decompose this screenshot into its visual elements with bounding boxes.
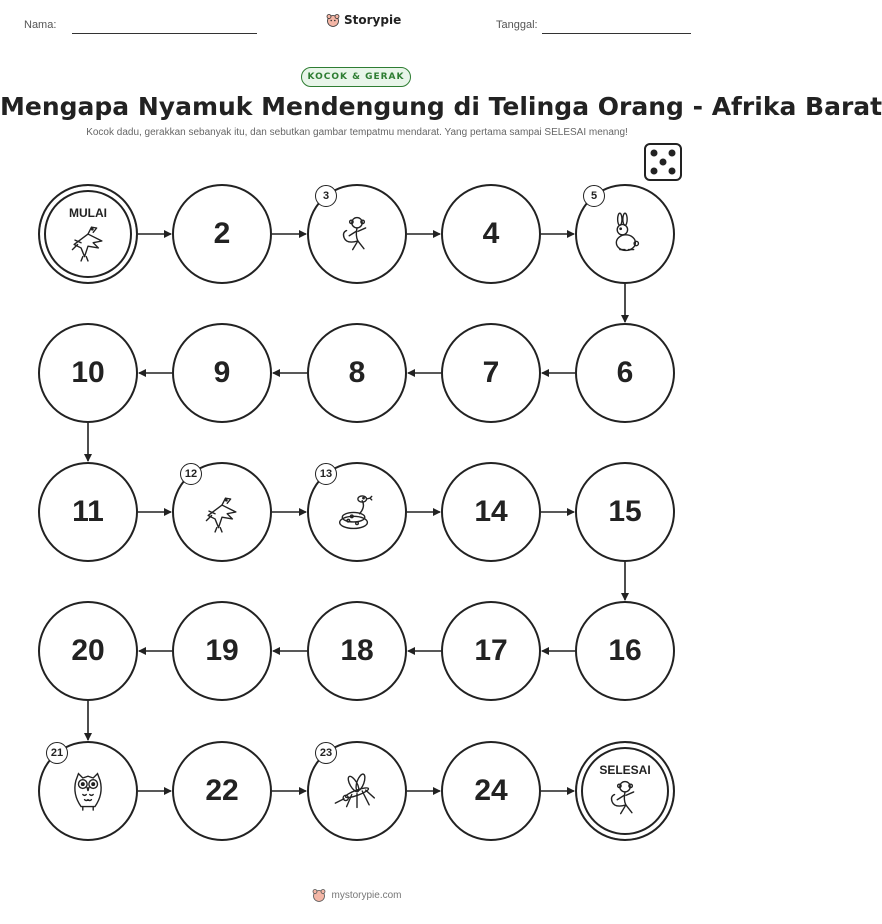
space-number: 15 — [608, 495, 642, 528]
board-space-8[interactable] — [307, 323, 407, 423]
space-number: 17 — [474, 634, 508, 667]
board-space-6[interactable] — [575, 323, 675, 423]
space-number: 16 — [608, 634, 642, 667]
space-number: 6 — [616, 356, 634, 389]
space-number: 4 — [482, 217, 500, 250]
space-number-badge: 21 — [46, 742, 68, 764]
board-space-24[interactable] — [441, 741, 541, 841]
board-space-14[interactable] — [441, 462, 541, 562]
space-number: 18 — [340, 634, 374, 667]
board-space-21[interactable] — [38, 741, 138, 841]
space-number: 2 — [213, 217, 231, 250]
brand-name: Storypie — [344, 13, 402, 27]
finish-label: SELESAI — [599, 763, 651, 777]
finish-space[interactable] — [575, 741, 675, 841]
board-space-7[interactable] — [441, 323, 541, 423]
space-number: 11 — [72, 495, 104, 528]
eagle-icon — [62, 215, 114, 267]
board-space-10[interactable] — [38, 323, 138, 423]
board-space-15[interactable] — [575, 462, 675, 562]
space-number: 14 — [474, 495, 508, 528]
start-label: MULAI — [69, 206, 107, 220]
space-number: 19 — [205, 634, 239, 667]
eagle-icon — [196, 486, 248, 538]
space-number: 9 — [213, 356, 231, 389]
board-space-2[interactable] — [172, 184, 272, 284]
footer — [0, 888, 714, 902]
space-number-badge: 12 — [180, 463, 202, 485]
space-number: 22 — [205, 774, 239, 807]
storypie-footer-icon — [312, 888, 326, 902]
space-number: 7 — [482, 356, 500, 389]
rabbit-icon — [599, 208, 651, 260]
board-space-18[interactable] — [307, 601, 407, 701]
owl-icon — [62, 765, 114, 817]
monkey-icon — [599, 772, 651, 824]
board-space-9[interactable] — [172, 323, 272, 423]
instructions: Kocok dadu, gerakkan sebanyak itu, dan sebutkan gambar tempatmu mendarat. Yang pertama sampai SELESAI menang! — [86, 127, 628, 138]
name-label: Nama: — [24, 19, 57, 31]
board-space-17[interactable] — [441, 601, 541, 701]
space-number: 8 — [348, 356, 366, 389]
board-space-12[interactable] — [172, 462, 272, 562]
board-space-22[interactable] — [172, 741, 272, 841]
board-space-11[interactable] — [38, 462, 138, 562]
board-space-4[interactable] — [441, 184, 541, 284]
monkey-icon — [331, 208, 383, 260]
space-number: 20 — [71, 634, 105, 667]
board-space-5[interactable] — [575, 184, 675, 284]
space-number: 10 — [71, 356, 105, 389]
space-number-badge: 23 — [315, 742, 337, 764]
activity-tag: KOCOK & GERAK — [301, 67, 411, 87]
space-number-badge: 13 — [315, 463, 337, 485]
start-space[interactable] — [38, 184, 138, 284]
space-number-badge: 3 — [315, 185, 337, 207]
board-space-20[interactable] — [38, 601, 138, 701]
board-space-3[interactable] — [307, 184, 407, 284]
board-space-16[interactable] — [575, 601, 675, 701]
space-number: 24 — [474, 774, 508, 807]
space-number-badge: 5 — [583, 185, 605, 207]
board-space-13[interactable] — [307, 462, 407, 562]
page-title: Mengapa Nyamuk Mendengung di Telinga Orang - Afrika Barat — [0, 92, 882, 121]
mosquito-icon — [331, 765, 383, 817]
date-label: Tanggal: — [496, 19, 538, 31]
snake-icon — [331, 486, 383, 538]
board-space-19[interactable] — [172, 601, 272, 701]
footer-url[interactable]: mystorypie.com — [331, 889, 402, 901]
board-space-23[interactable] — [307, 741, 407, 841]
